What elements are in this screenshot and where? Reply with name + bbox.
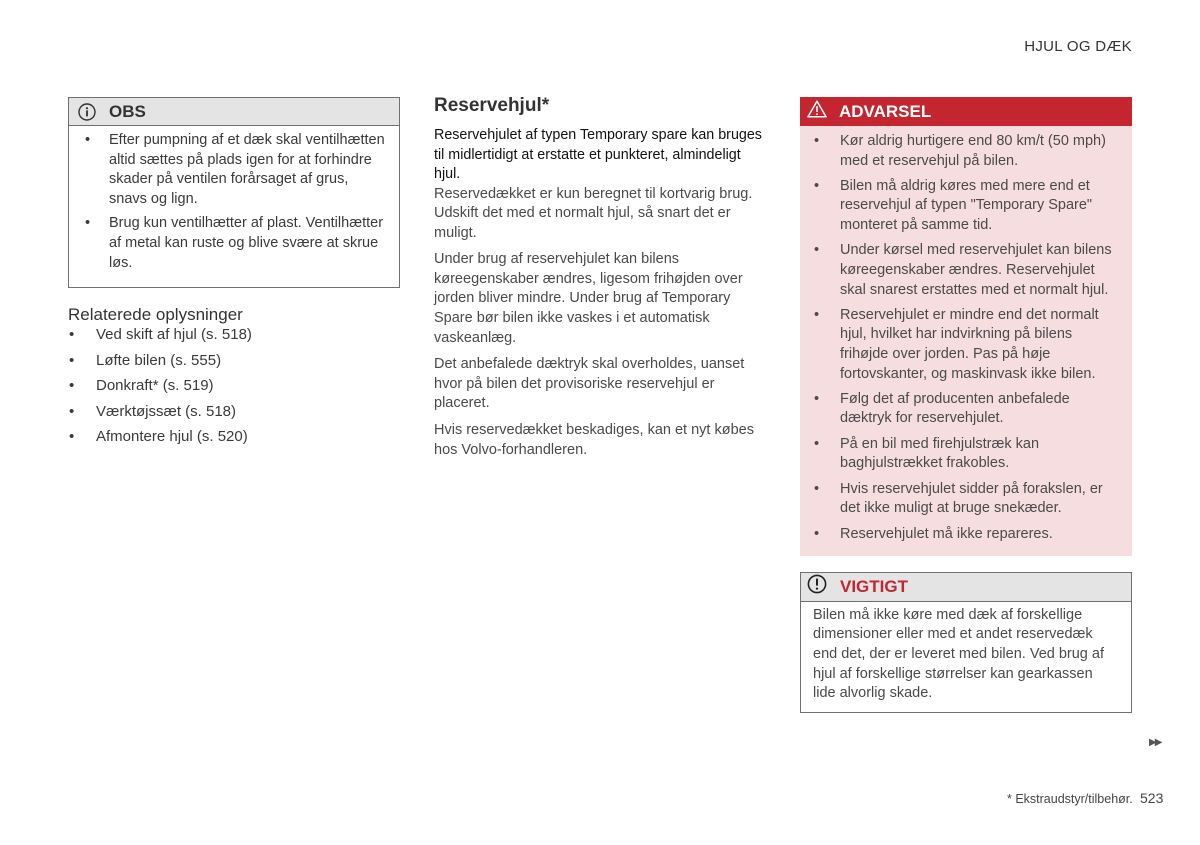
left-column	[68, 97, 400, 453]
warning-list	[812, 132, 1118, 544]
obs-note-box	[68, 97, 400, 288]
bullet-icon: •	[814, 177, 820, 194]
related-link-item[interactable]: • Værktøjssæt (s. 518)	[69, 402, 237, 420]
bullet-icon: •	[69, 326, 75, 344]
footnote: * Ekstraudstyr/tilbehør.	[1007, 792, 1133, 806]
bullet-icon: •	[814, 525, 820, 542]
related-link-item[interactable]: • Donkraft* (s. 519)	[69, 377, 214, 395]
lead-paragraph: Reservehjulet af typen Temporary spare kan bruges til midlertidigt at erstatte et punkteret, almindeligt hjul.	[434, 127, 762, 182]
exclamation-circle-icon	[807, 574, 827, 599]
body-paragraph: Reservedækket er kun beregnet til kortvarig brug. Udskift det med et normalt hjul, så snart det er muligt.	[434, 185, 753, 241]
obs-list	[83, 131, 385, 273]
page-number: 523	[1140, 790, 1164, 806]
bullet-icon: •	[69, 351, 75, 369]
body-paragraph: Hvis reservedækket beskadiges, kan et nyt købes hos Volvo-forhandleren.	[434, 422, 754, 458]
middle-column	[434, 94, 769, 467]
list-item: • Kør aldrig hurtigere end 80 km/t (50 mph) med et reservehjul på bilen.	[814, 133, 1106, 169]
list-item: • Brug kun ventilhætter af plast. Ventilhætter af metal kan ruste og blive svære at skrue løs.	[85, 215, 384, 271]
bullet-icon: •	[814, 435, 820, 452]
list-item: • Under kørsel med reservehjulet kan bilens køreegenskaber ændres. Reservehjulet skal snarest erstattes med et normalt hjul.	[814, 242, 1112, 298]
bullet-icon: •	[814, 480, 820, 497]
related-link-item[interactable]: • Ved skift af hjul (s. 518)	[69, 326, 252, 344]
related-info-heading: Relaterede oplysninger	[68, 305, 243, 325]
bullet-icon: •	[814, 306, 820, 323]
right-column	[800, 97, 1132, 713]
important-box	[800, 572, 1132, 713]
related-info-list	[68, 325, 400, 446]
bullet-icon: •	[814, 390, 820, 407]
warning-header	[800, 97, 1132, 126]
list-item: • Reservehjulet er mindre end det normalt hjul, hvilket har indvirkning på bilens frihøjde over jorden. Pas på høje fortovskanter, og maskinvask ikke bilen.	[814, 306, 1099, 382]
obs-note-header	[69, 98, 399, 126]
related-link-item[interactable]: • Afmontere hjul (s. 520)	[69, 428, 248, 446]
warning-body	[800, 126, 1132, 556]
list-item: • Følg det af producenten anbefalede dæktryk for reservehjulet.	[814, 390, 1070, 427]
related-link-item[interactable]: • Løfte bilen (s. 555)	[69, 351, 222, 369]
list-item: • På en bil med firehjulstræk kan baghjulstrækket frakobles.	[814, 435, 1040, 472]
warning-triangle-icon	[807, 100, 827, 123]
next-page-arrow-icon[interactable]: ▶▶	[1149, 737, 1161, 748]
bullet-icon: •	[85, 215, 91, 232]
bullet-icon: •	[85, 132, 91, 148]
important-text: Bilen må ikke køre med dæk af forskellige dimensioner eller med et andet reservedæk end det, der er leveret med bilen. Ved brug af hjul af forskellige størrelser kan gearkassen lide alvorlig skade.	[813, 606, 1104, 702]
bullet-icon: •	[814, 242, 820, 259]
body-paragraph: Det anbefalede dæktryk skal overholdes, uanset hvor på bilen det provisoriske reservehjul er placeret.	[434, 356, 745, 412]
bullet-icon: •	[814, 133, 820, 149]
list-item: • Hvis reservehjulet sidder på forakslen, er det ikke muligt at bruge snekæder.	[814, 480, 1103, 517]
warning-box	[800, 97, 1132, 556]
list-item: • Efter pumpning af et dæk skal ventilhætten altid sættes på plads igen for at forhindre skader på ventilen forårsaget af grus, snavs og lign.	[85, 132, 385, 207]
obs-title: OBS	[109, 101, 146, 121]
important-title: VIGTIGT	[840, 576, 908, 596]
bullet-icon: •	[69, 402, 75, 420]
bullet-icon: •	[69, 377, 75, 395]
important-header	[801, 573, 1131, 602]
body-paragraph: Under brug af reservehjulet kan bilens køreegenskaber ændres, ligesom frihøjden over jorden bliver mindre. Under brug af Temporary Spare bør bilen ikke vaskes i et automatisk vaskeanlæg.	[434, 251, 743, 346]
section-title: Reservehjul*	[434, 95, 550, 116]
list-item: • Reservehjulet må ikke repareres.	[812, 525, 1118, 545]
bullet-icon: •	[69, 428, 75, 446]
obs-note-body	[69, 126, 399, 287]
warning-title: ADVARSEL	[839, 101, 932, 121]
chapter-title: HJUL OG DÆK	[1024, 38, 1132, 55]
list-item: • Bilen må aldrig køres med mere end et reservehjul af typen "Temporary Spare" monteret på samme tid.	[814, 177, 1093, 234]
info-icon	[78, 103, 96, 121]
